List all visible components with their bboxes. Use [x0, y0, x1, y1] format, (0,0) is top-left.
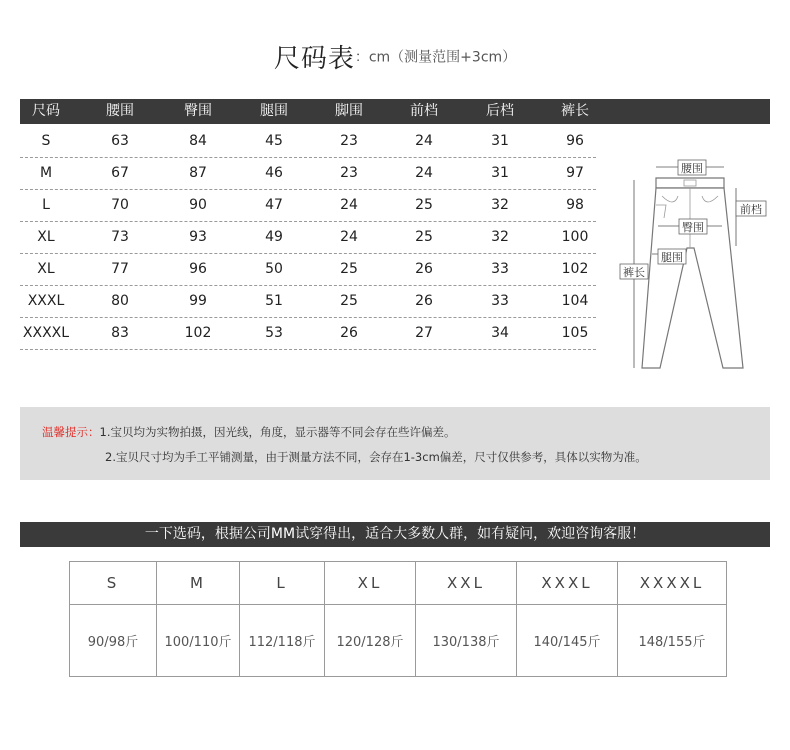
cell-thigh: 47: [265, 197, 283, 213]
cell-waist: 80: [111, 293, 129, 309]
cell-size: XXXXL: [22, 325, 70, 341]
table-row: [20, 222, 596, 254]
header-ankle: 脚围: [335, 103, 363, 119]
size-advice-banner: 一下选码，根据公司MM试穿得出，适合大多数人群，如有疑问，欢迎咨询客服！: [20, 522, 770, 547]
cell-thigh: 46: [265, 165, 283, 181]
cell-thigh: 51: [265, 293, 283, 309]
label-length: [620, 264, 648, 279]
weight-size-table: [69, 561, 727, 677]
cell-size: M: [39, 165, 53, 181]
cell-ankle: 25: [340, 293, 358, 309]
cell-ankle: 24: [340, 229, 358, 245]
weight-range-cell: 120/128斤: [325, 605, 416, 677]
cell-size: L: [42, 197, 50, 213]
label-waist: [678, 160, 706, 175]
header-front-rise: 前档: [410, 103, 438, 119]
header-back-rise: 后档: [486, 103, 514, 119]
table-row: [20, 254, 596, 286]
cell-waist: 73: [111, 229, 129, 245]
cell-hip: 96: [189, 261, 207, 277]
cell-front-rise: 25: [415, 197, 433, 213]
tip-line-2: 2.宝贝尺寸均为手工平铺测量，由于测量方法不同，会存在1-3cm偏差，尺寸仅供参考，具体以实物为准。: [105, 450, 647, 464]
cell-ankle: 23: [340, 133, 358, 149]
pants-outline: [642, 178, 743, 368]
pants-measurement-diagram: [612, 150, 770, 380]
table-row: [20, 126, 596, 158]
table-row: [20, 318, 596, 350]
table-row: [70, 562, 727, 605]
weight-size-cell: XXXXL: [618, 562, 727, 605]
header-hip: 臀围: [184, 103, 212, 119]
cell-waist: 63: [111, 133, 129, 149]
size-table-header: [20, 99, 770, 124]
cell-back-rise: 33: [491, 293, 509, 309]
cell-length: 100: [561, 229, 589, 245]
label-front-rise: [736, 201, 766, 216]
cell-size: XL: [37, 261, 55, 277]
cell-back-rise: 31: [491, 133, 509, 149]
size-table-body: [20, 126, 596, 350]
cell-length: 96: [566, 133, 584, 149]
cell-front-rise: 26: [415, 293, 433, 309]
cell-front-rise: 27: [415, 325, 433, 341]
weight-range-cell: 112/118斤: [240, 605, 325, 677]
weight-range-cell: 100/110斤: [157, 605, 240, 677]
label-thigh: [658, 249, 686, 264]
cell-hip: 93: [189, 229, 207, 245]
weight-range-cell: 130/138斤: [416, 605, 517, 677]
cell-length: 105: [561, 325, 589, 341]
tips-box: [20, 407, 770, 480]
title-subtitle: ：cm（测量范围+3cm）: [354, 49, 517, 66]
cell-length: 97: [566, 165, 584, 181]
table-row: [20, 190, 596, 222]
table-row: [70, 605, 727, 677]
header-waist: 腰围: [106, 103, 134, 119]
table-row: [20, 286, 596, 318]
cell-size: XL: [37, 229, 55, 245]
label-hip-text: 臀围: [682, 221, 704, 234]
weight-size-cell: XXL: [416, 562, 517, 605]
cell-back-rise: 34: [491, 325, 509, 341]
label-waist-text: 腰围: [681, 162, 703, 175]
table-row: [20, 158, 596, 190]
label-thigh-text: 腿围: [661, 251, 683, 264]
cell-thigh: 50: [265, 261, 283, 277]
weight-size-cell: L: [240, 562, 325, 605]
cell-hip: 87: [189, 165, 207, 181]
cell-length: 104: [561, 293, 589, 309]
cell-ankle: 25: [340, 261, 358, 277]
cell-waist: 77: [111, 261, 129, 277]
header-thigh: 腿围: [260, 103, 288, 119]
weight-size-cell: M: [157, 562, 240, 605]
cell-hip: 84: [189, 133, 207, 149]
cell-size: S: [41, 133, 51, 149]
cell-hip: 102: [184, 325, 212, 341]
weight-size-cell: S: [70, 562, 157, 605]
weight-range-cell: 148/155斤: [618, 605, 727, 677]
cell-ankle: 26: [340, 325, 358, 341]
cell-ankle: 23: [340, 165, 358, 181]
size-chart-title: [0, 38, 790, 75]
tip-text-1: 1.宝贝均为实物拍摄，因光线，角度，显示器等不同会存在些许偏差。: [99, 425, 456, 439]
cell-length: 102: [561, 261, 589, 277]
label-length-text: 裤长: [623, 266, 645, 279]
cell-length: 98: [566, 197, 584, 213]
cell-waist: 83: [111, 325, 129, 341]
weight-range-cell: 90/98斤: [70, 605, 157, 677]
title-main: 尺码表: [273, 44, 355, 74]
cell-waist: 67: [111, 165, 129, 181]
weight-size-cell: XL: [325, 562, 416, 605]
header-length: 裤长: [561, 103, 589, 119]
tip-label: 温馨提示：: [42, 425, 100, 439]
cell-thigh: 49: [265, 229, 283, 245]
cell-back-rise: 32: [491, 197, 509, 213]
cell-waist: 70: [111, 197, 129, 213]
cell-thigh: 53: [265, 325, 283, 341]
cell-ankle: 24: [340, 197, 358, 213]
cell-hip: 90: [189, 197, 207, 213]
cell-back-rise: 33: [491, 261, 509, 277]
tip-line-1: [42, 424, 455, 440]
cell-front-rise: 26: [415, 261, 433, 277]
cell-front-rise: 25: [415, 229, 433, 245]
cell-thigh: 45: [265, 133, 283, 149]
weight-size-cell: XXXL: [517, 562, 618, 605]
cell-hip: 99: [189, 293, 207, 309]
cell-back-rise: 31: [491, 165, 509, 181]
cell-size: XXXL: [27, 293, 65, 309]
label-front-rise-text: 前档: [740, 203, 762, 216]
weight-range-cell: 140/145斤: [517, 605, 618, 677]
cell-front-rise: 24: [415, 165, 433, 181]
label-hip: [679, 219, 707, 234]
cell-front-rise: 24: [415, 133, 433, 149]
cell-back-rise: 32: [491, 229, 509, 245]
header-size: 尺码: [32, 103, 60, 119]
